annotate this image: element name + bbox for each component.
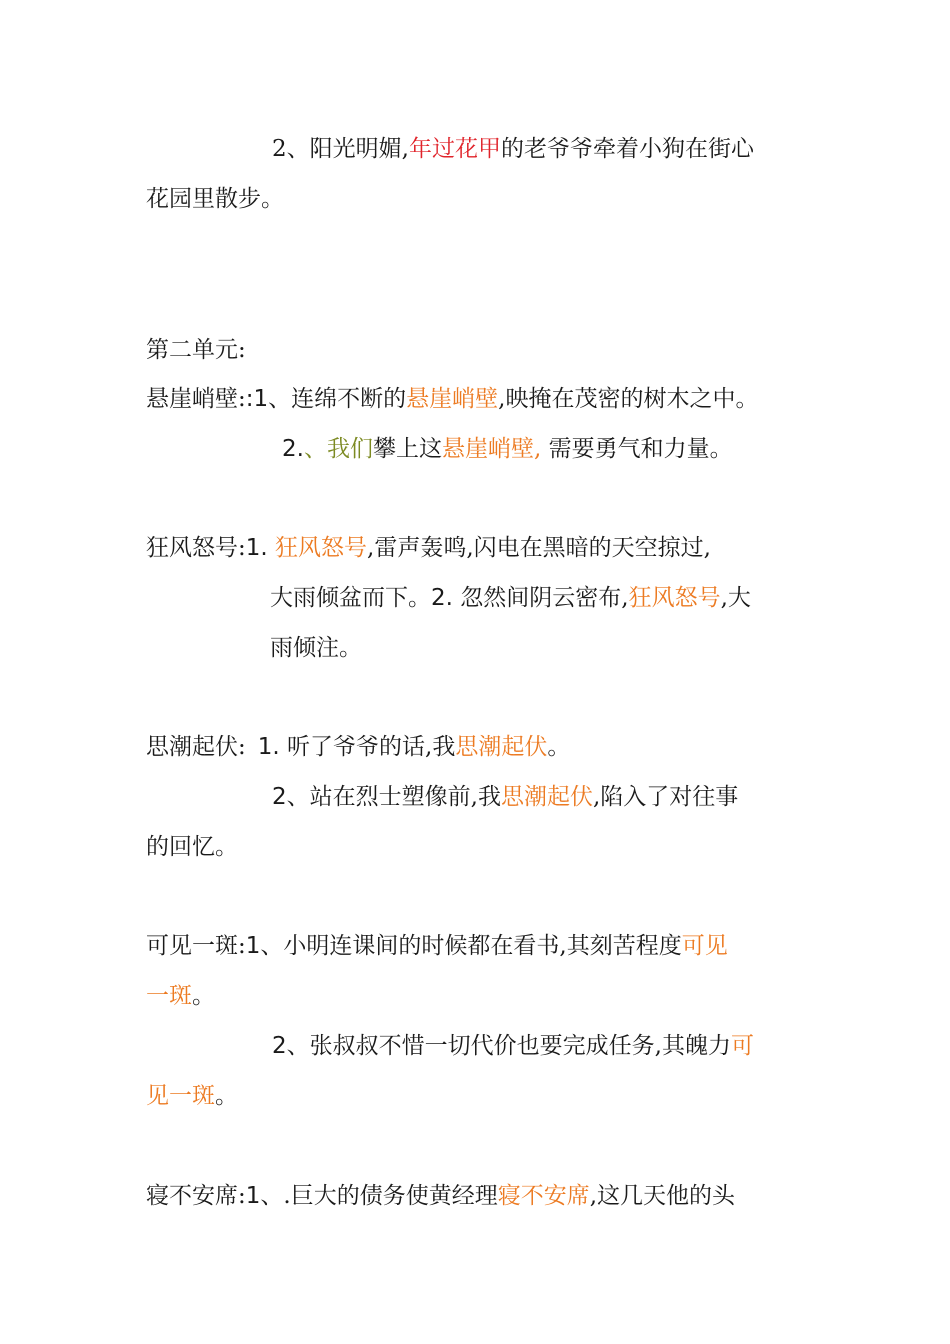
idiom-highlight: 悬崖峭壁,: [441, 436, 542, 462]
example-number: 2: [272, 1033, 287, 1059]
olive-text: 、我们: [303, 436, 373, 462]
entry-term: 可见一斑:: [146, 933, 246, 959]
idiom-highlight: 思潮起伏: [455, 734, 548, 760]
entry-term: 思潮起伏:: [146, 734, 246, 760]
entry-kejian-line-1: [146, 931, 728, 961]
example-text: 、站在烈士塑像前,我: [286, 784, 501, 810]
idiom-highlight: 思潮起伏: [500, 784, 593, 810]
intro-line-1: [272, 134, 754, 164]
entry-term: 寝不安席:: [146, 1183, 246, 1209]
idiom-highlight: 悬崖峭壁: [406, 386, 499, 412]
entry-sichao-line-2: [272, 782, 738, 812]
example-number: :1: [245, 386, 269, 412]
example-text: 、连绵不断的: [268, 386, 407, 412]
entry-kuangfeng-line-3: 雨倾注。: [270, 635, 362, 661]
idiom-highlight: 见一斑: [146, 1083, 215, 1109]
example-number: 2: [272, 784, 287, 810]
example-text: 、小明连课间的时候都在看书,其刻苦程度: [260, 933, 682, 959]
example-text: ,大: [720, 585, 751, 611]
example-number: 1: [245, 1183, 261, 1209]
example-text: ,陷入了对往事: [592, 784, 739, 810]
entry-sichao-line-1: [146, 732, 570, 762]
entry-sichao-line-3: 的回忆。: [146, 834, 238, 860]
entry-kejian-line-1b: [146, 981, 215, 1011]
entry-term: 狂风怒号:: [146, 535, 246, 561]
example-text: ,雷声轰鸣,闪电在黑暗的天空掠过,: [367, 535, 711, 561]
example-text: 攀上这: [372, 436, 442, 462]
example-text: 听了爷爷的话,我: [279, 734, 456, 760]
idiom-highlight: 一斑: [146, 983, 192, 1009]
example-text: ,映掩在茂密的树木之中。: [498, 386, 759, 412]
intro-lead: 2、阳光明媚,: [272, 136, 409, 162]
example-text: 、张叔叔不惜一切代价也要完成任务,其魄力: [286, 1033, 731, 1059]
entry-xuanya-line-2: [282, 434, 733, 464]
example-text: ,这几天他的头: [589, 1183, 736, 1209]
intro-rest: 的老爷爷牵着小狗在街心: [500, 136, 754, 162]
idiom-highlight: 狂风怒号: [628, 585, 721, 611]
idiom-highlight: 可见: [681, 933, 728, 959]
entry-kejian-line-2: [272, 1031, 754, 1061]
entry-kuangfeng-line-2: [270, 583, 751, 613]
entry-xuanya-line-1: [146, 384, 758, 414]
entry-qinbu-line-1: [146, 1181, 735, 1211]
intro-line-2: 花园里散步。: [146, 186, 284, 212]
example-number: 1.: [257, 734, 280, 760]
entry-kuangfeng-line-1: [146, 533, 711, 563]
example-text: 。: [215, 1083, 238, 1109]
idiom-highlight: 狂风怒号: [267, 535, 368, 561]
unit-heading: 第二单元:: [146, 337, 246, 363]
entry-kejian-line-2b: [146, 1081, 238, 1111]
example-number: 1.: [245, 535, 268, 561]
example-number: 2.: [282, 436, 304, 462]
example-text: 大雨倾盆而下。: [270, 585, 431, 611]
example-text: 忽然间阴云密布,: [452, 585, 629, 611]
example-number: 2.: [431, 585, 453, 611]
example-text: 、.巨大的债务使黄经理: [260, 1183, 498, 1209]
example-number: 1: [245, 933, 261, 959]
example-text: 需要勇气和力量。: [541, 436, 733, 462]
entry-term: 悬崖峭壁:: [146, 386, 246, 412]
idiom-highlight: 年过花甲: [408, 136, 501, 162]
idiom-highlight: 寝不安席: [497, 1183, 590, 1209]
example-text: 。: [192, 983, 215, 1009]
idiom-highlight: 可: [730, 1033, 754, 1059]
example-text: 。: [547, 734, 571, 760]
